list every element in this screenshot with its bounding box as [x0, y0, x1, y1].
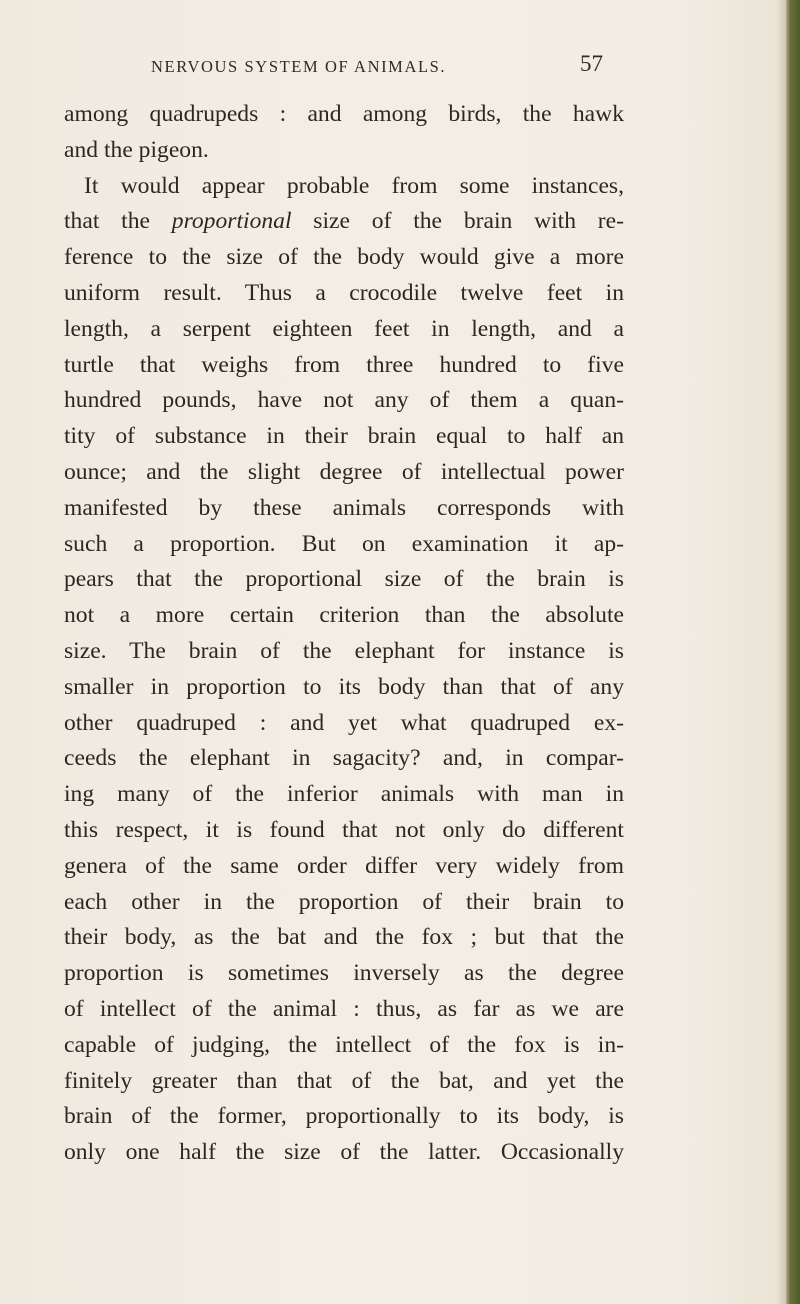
page-gutter-shadow — [776, 0, 786, 1304]
page-header — [0, 51, 800, 87]
text-line: other quadruped : and yet what quadruped ex- — [64, 709, 624, 736]
paragraph-first-line: It would appear probable from some instances, — [84, 172, 624, 199]
book-binding-edge — [786, 0, 800, 1304]
text-line: manifested by these animals corresponds with — [64, 494, 624, 521]
text-run: that the — [64, 208, 172, 235]
italic-emphasis: proportional — [171, 208, 292, 235]
text-line: such a proportion. But on examination it ap- — [64, 530, 624, 557]
text-line: capable of judging, the intellect of the fox is in- — [64, 1031, 624, 1058]
text-line: finitely greater than that of the bat, and yet the — [64, 1067, 624, 1094]
text-line: smaller in proportion to its body than that of any — [64, 673, 624, 700]
text-line: ing many of the inferior animals with man in — [64, 781, 624, 808]
text-line: ounce; and the slight degree of intellectual power — [64, 458, 624, 485]
text-line: brain of the former, proportionally to its body, is — [64, 1103, 624, 1130]
text-line: only one half the size of the latter. Occasionally — [64, 1139, 624, 1166]
body-text — [64, 97, 624, 1171]
text-line: pears that the proportional size of the brain is — [64, 566, 624, 593]
text-line: length, a serpent eighteen feet in length, and a — [64, 315, 624, 342]
text-line: size. The brain of the elephant for instance is — [64, 637, 624, 664]
text-line: each other in the proportion of their brain to — [64, 888, 624, 915]
text-line: uniform result. Thus a crocodile twelve feet in — [64, 279, 624, 306]
text-line: ference to the size of the body would give a more — [64, 244, 624, 271]
text-line: this respect, it is found that not only do different — [64, 816, 624, 843]
text-line: of intellect of the animal : thus, as far as we are — [64, 995, 624, 1022]
text-line: ceeds the elephant in sagacity? and, in compar- — [64, 745, 624, 772]
text-line: among quadrupeds : and among birds, the hawk — [64, 101, 624, 127]
page-number: 57 — [580, 51, 603, 76]
text-line: turtle that weighs from three hundred to five — [64, 351, 624, 378]
text-line: proportion is sometimes inversely as the degree — [64, 960, 624, 987]
text-line: and the pigeon. — [64, 136, 209, 163]
text-line: not a more certain criterion than the absolute — [64, 602, 624, 629]
text-run: size of the brain with re- — [291, 208, 624, 235]
running-head: NERVOUS SYSTEM OF ANIMALS. — [151, 57, 447, 76]
text-line: tity of substance in their brain equal to half an — [64, 423, 624, 450]
text-line — [64, 204, 624, 240]
text-line: their body, as the bat and the fox ; but that the — [64, 924, 624, 951]
text-line: hundred pounds, have not any of them a quan- — [64, 387, 624, 414]
text-line: genera of the same order differ very widely from — [64, 852, 624, 879]
